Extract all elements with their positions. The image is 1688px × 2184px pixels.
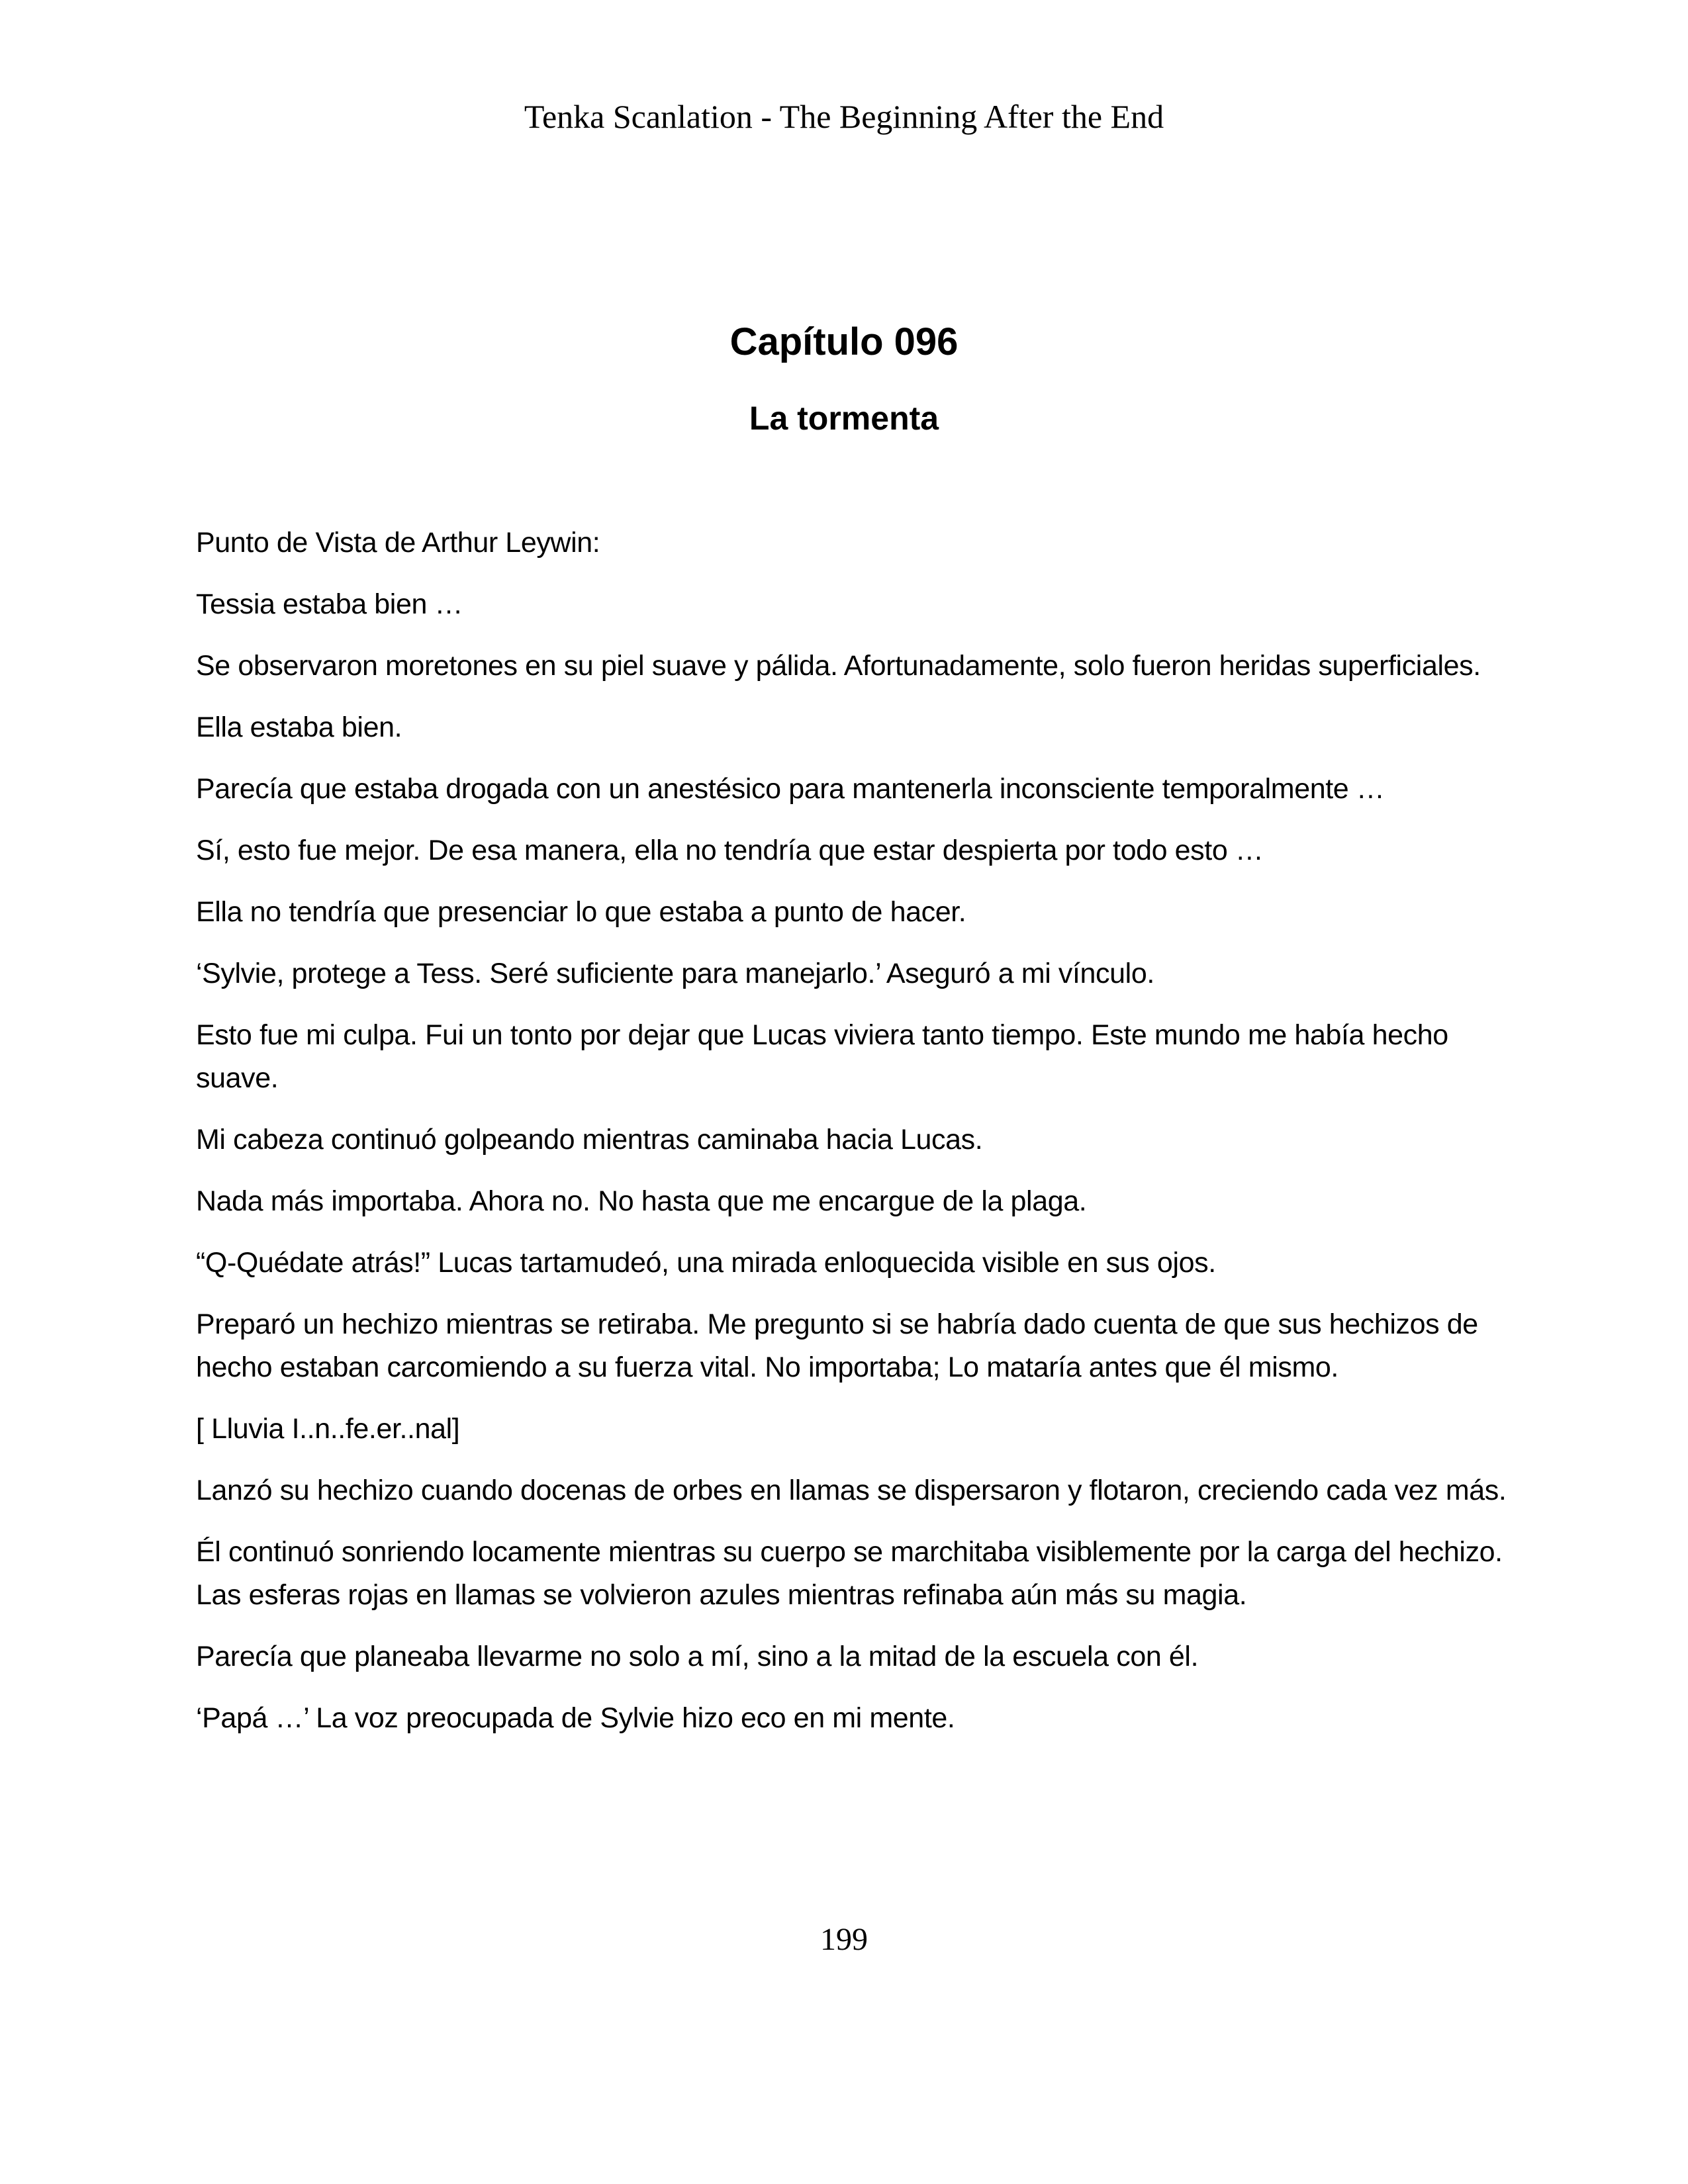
paragraph: Parecía que planeaba llevarme no solo a mí, sino a la mitad de la escuela con él. <box>196 1641 1199 1672</box>
paragraph: ‘Sylvie, protege a Tess. Seré suficiente para manejarlo.’ Aseguró a mi vínculo. <box>196 958 1154 989</box>
paragraph: Mi cabeza continuó golpeando mientras caminaba hacia Lucas. <box>196 1124 983 1156</box>
paragraph: Lanzó su hechizo cuando docenas de orbes en llamas se dispersaron y flotaron, creciendo cada vez más. <box>196 1475 1507 1506</box>
page-number: 199 <box>820 1922 868 1957</box>
paragraph: Ella no tendría que presenciar lo que estaba a punto de hacer. <box>196 896 966 928</box>
chapter-body <box>196 522 1513 1758</box>
paragraph: Tessia estaba bien … <box>196 588 463 620</box>
paragraph: Se observaron moretones en su piel suave y pálida. Afortunadamente, solo fueron heridas superficiales. <box>196 650 1481 682</box>
paragraph: Nada más importaba. Ahora no. No hasta que me encargue de la plaga. <box>196 1185 1087 1217</box>
paragraph: Esto fue mi culpa. Fui un tonto por dejar que Lucas viviera tanto tiempo. Este mundo me había hecho suave. <box>196 1019 1448 1094</box>
paragraph: ‘Papá …’ La voz preocupada de Sylvie hizo eco en mi mente. <box>196 1702 955 1734</box>
paragraph: Él continuó sonriendo locamente mientras su cuerpo se marchitaba visiblemente por la carga del hechizo. Las esferas rojas en llamas se volvieron azules mientras refinaba aún más su magia. <box>196 1536 1503 1611</box>
paragraph: Parecía que estaba drogada con un anestésico para mantenerla inconsciente temporalmente … <box>196 773 1385 805</box>
paragraph: Preparó un hechizo mientras se retiraba. Me pregunto si se habría dado cuenta de que sus hechizos de hecho estaban carcomiendo a su fuerza vital. No importaba; Lo mataría antes que él mismo. <box>196 1308 1478 1383</box>
paragraph: Sí, esto fue mejor. De esa manera, ella no tendría que estar despierta por todo esto … <box>196 835 1264 866</box>
paragraph: “Q-Quédate atrás!” Lucas tartamudeó, una mirada enloquecida visible en sus ojos. <box>196 1247 1216 1279</box>
chapter-title: Capítulo 096 <box>729 320 959 363</box>
running-header: Tenka Scanlation - The Beginning After the End <box>524 98 1164 135</box>
paragraph: [ Lluvia I..n..fe.er..nal] <box>196 1413 460 1445</box>
paragraph: Ella estaba bien. <box>196 711 402 743</box>
paragraph: Punto de Vista de Arthur Leywin: <box>196 527 600 559</box>
chapter-subtitle: La tormenta <box>749 400 939 437</box>
